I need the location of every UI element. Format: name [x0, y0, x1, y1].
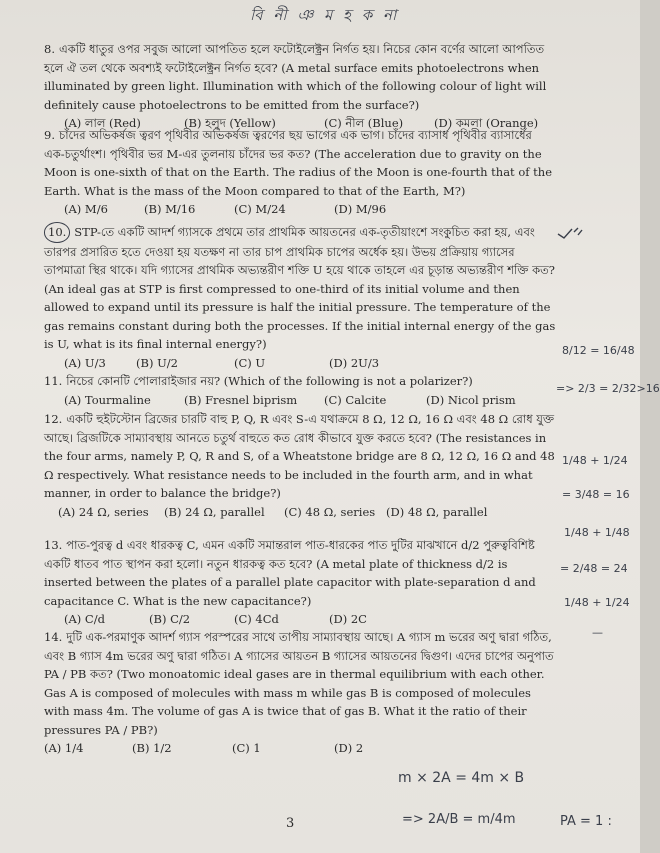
margin-note: —	[592, 626, 603, 639]
options-row	[44, 200, 556, 218]
question-text: দুটি এক-পরমাণুক আদর্শ গ্যাস পরস্পরের সাথে তাপীয় সাম্যাবস্থায় আছে। A গ্যাস m ভরের অণু দ্বারা গঠিত, এবং B গ্যাস 4m ভরের অণু দ্বারা গঠিত। A গ্যাসের আয়তন B গ্যাসের আয়তনের দ্বিগুণ। এদের চাপের অনুপাত PA / PB কত? (Two monoatomic ideal gases are in thermal equilibrium with each other. Gas A is composed of molecules with mass m while gas B is composed of molecules with mass 4m. The volume of gas A is twice that of gas B. What it the ratio of their pressures PA / PB?)	[44, 630, 554, 737]
option-b[interactable]: (B) M/16	[144, 202, 196, 216]
question-text: STP-তে একটি আদর্শ গ্যাসকে প্রথমে তার প্রাথমিক আয়তনের এক-তৃতীয়াংশে সংকুচিত করা হয়, এবং তারপর প্রসারিত হতে দেওয়া হয় যতক্ষণ না তার চাপ প্রাথমিক চাপের অর্ধেক হয়। উভয় প্রক্রিয়ায় গ্যাসের তাপমাত্রা স্থির থাকে। যদি গ্যাসের প্রাথমিক অভ্যন্তরীণ শক্তি U হয়ে থাকে তাহলে এর চূড়ান্ত অভ্যন্তরীণ শক্তি কত? (An ideal gas at STP is first compressed to one-third of its initial volume and then allowed to expand until its pressure is half the initial pressure. The temperature of the gas remains constant during both the processes. If the initial internal energy of the gas is U, what is its final internal energy?)	[44, 225, 556, 351]
question-10	[44, 222, 556, 372]
option-d[interactable]: (D) M/96	[334, 202, 387, 216]
option-d[interactable]: (D) 48 Ω, parallel	[386, 504, 488, 519]
question-9	[44, 126, 556, 218]
question-11	[44, 372, 556, 409]
option-a[interactable]: (A) 1/4	[44, 741, 84, 755]
option-d[interactable]: (D) Nicol prism	[426, 392, 516, 407]
question-8	[44, 40, 556, 132]
option-a[interactable]: (A) C/d	[64, 612, 105, 626]
question-number: 10.	[44, 222, 70, 243]
option-c[interactable]: (C) M/24	[234, 202, 286, 216]
option-b[interactable]: (B) Fresnel biprism	[184, 392, 298, 407]
margin-note: 1/48 + 1/24	[564, 596, 630, 609]
option-c[interactable]: (C) নীল (Blue)	[324, 116, 404, 130]
option-d[interactable]: (D) 2U/3	[329, 355, 380, 370]
bottom-note: PA = 1 :	[560, 814, 612, 829]
option-c[interactable]: (C) U	[234, 355, 266, 370]
check-mark-icon	[556, 226, 584, 240]
question-14	[44, 628, 556, 757]
option-c[interactable]: (C) 4Cd	[234, 612, 279, 626]
option-c[interactable]: (C) 1	[232, 741, 261, 755]
question-text: একটি ধাতুর ওপর সবুজ আলো আপতিত হলে ফটোইলেক্ট্রন নির্গত হয়। নিচের কোন বর্ণের আলো আপতিত হলে ঐ তল থেকে অবশ্যই ফটোইলেক্ট্রন নির্গত হবে? (A metal surface emits photoelectrons when illuminated by green light. Illumination with which of the following colour of light will definitely cause photoelectrons to be emitted from the surface?)	[44, 42, 547, 112]
margin-note: => 2/3 = 2/32>16	[556, 382, 660, 395]
question-text: চাঁদের অভিকর্ষজ ত্বরণ পৃথিবীর অভিকর্ষজ ত্বরণের ছয় ভাগের এক ভাগ। চাঁদের ব্যাসার্ধ পৃথিবীর ব্যাসার্ধের এক-চতুর্থাংশ। পৃথিবীর ভর M-এর তুলনায় চাঁদের ভর কত? (The acceleration due to gravity on the Moon is one-sixth of that on the Earth. The radius of the Moon is one-fourth that of the Earth. What is the mass of the Moon compared to that of the Earth, M?)	[44, 128, 553, 198]
option-d[interactable]: (D) কমলা (Orange)	[434, 116, 539, 130]
option-a[interactable]: (A) লাল (Red)	[64, 116, 141, 130]
bottom-note: => 2A/B = m/4m	[402, 812, 516, 827]
option-a[interactable]: (A) 24 Ω, series	[58, 504, 149, 519]
question-number: 14.	[44, 630, 63, 644]
question-number: 12.	[44, 412, 63, 426]
option-d[interactable]: (D) 2	[334, 741, 364, 755]
margin-note: = 2/48 = 24	[560, 562, 628, 575]
margin-note: = 3/48 = 16	[562, 488, 630, 501]
question-number: 8.	[44, 42, 55, 56]
option-a[interactable]: (A) M/6	[64, 202, 108, 216]
option-b[interactable]: (B) C/2	[149, 612, 191, 626]
options-row	[44, 503, 556, 521]
question-number: 9.	[44, 128, 55, 142]
options-row	[44, 354, 556, 372]
header-handwriting: বি নী ঞ ম হ ক না	[250, 6, 400, 24]
question-number: 11.	[44, 374, 63, 388]
question-number: 13.	[44, 538, 63, 552]
option-c[interactable]: (C) 48 Ω, series	[284, 504, 376, 519]
options-row	[44, 391, 556, 409]
option-b[interactable]: (B) হলুদ (Yellow)	[184, 116, 276, 130]
bottom-note: m × 2A = 4m × B	[398, 770, 525, 786]
page-number: 3	[286, 816, 295, 831]
question-text: একটি হুইটস্টোন ব্রিজের চারটি বাহু P, Q, R এবং S-এ যথাক্রমে 8 Ω, 12 Ω, 16 Ω এবং 48 Ω রোধ যুক্ত আছে। ব্রিজটিকে সাম্যাবস্থায় আনতে চতুর্থ বাহুতে কত রোধ কীভাবে যুক্ত করতে হবে? (The resistances in the four arms, namely P, Q, R and S, of a Wheatstone bridge are 8 Ω, 12 Ω, 16 Ω and 48 Ω respectively. What resistance needs to be included in the fourth arm, and in what manner, in order to balance the bridge?)	[44, 412, 555, 500]
option-b[interactable]: (B) 24 Ω, parallel	[164, 504, 265, 519]
question-13	[44, 536, 556, 628]
option-b[interactable]: (B) 1/2	[132, 741, 172, 755]
options-row	[44, 610, 556, 628]
question-text: নিচের কোনটি পোলারাইজার নয়? (Which of the following is not a polarizer?)	[66, 374, 473, 388]
question-text: পাত-পুরত্ব d এবং ধারকত্ব C, এমন একটি সমান্তরাল পাত-ধারকের পাত দুটির মাঝখানে d/2 পুরুত্ববিশিষ্ট একটি ধাতব পাত স্থাপন করা হলো। নতুন ধারকত্ব কত হবে? (A metal plate of thickness d/2 is inserted between the plates of a parallel plate capacitor with plate-separation d and capacitance C. What is the new capacitance?)	[44, 538, 536, 608]
option-c[interactable]: (C) Calcite	[324, 392, 387, 407]
option-d[interactable]: (D) 2C	[329, 612, 367, 626]
option-b[interactable]: (B) U/2	[136, 355, 178, 370]
margin-note: 1/48 + 1/24	[562, 454, 628, 467]
margin-note: 1/48 + 1/48	[564, 526, 630, 539]
question-12	[44, 410, 556, 521]
options-row	[44, 739, 556, 757]
margin-note: 8/12 = 16/48	[562, 344, 635, 357]
option-a[interactable]: (A) U/3	[64, 355, 106, 370]
option-a[interactable]: (A) Tourmaline	[64, 392, 151, 407]
